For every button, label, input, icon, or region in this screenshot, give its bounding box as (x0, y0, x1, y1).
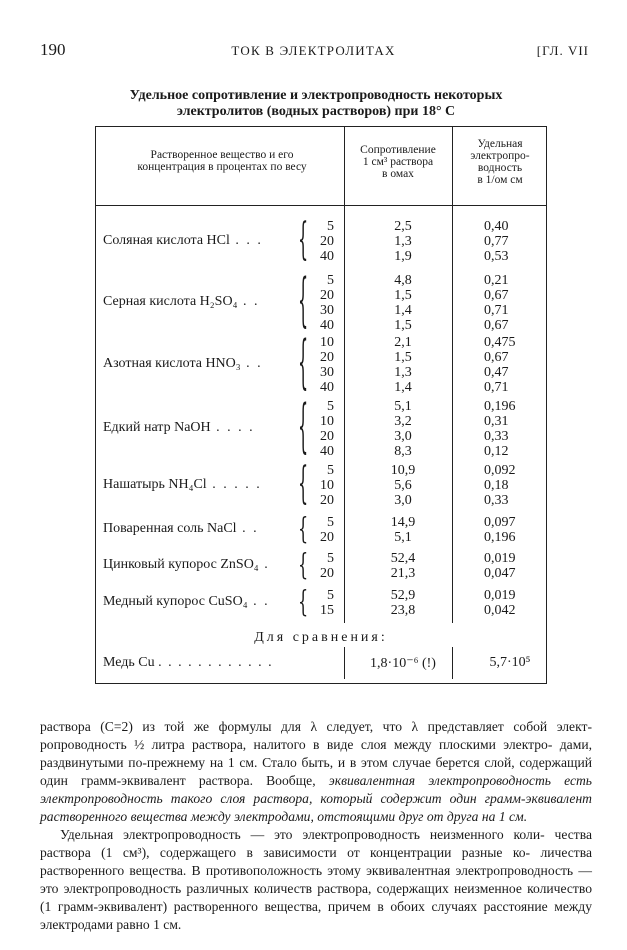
resistance-cells (358, 273, 448, 333)
resistance-cell: 5,1 (394, 530, 412, 545)
leader-dots: . . (247, 594, 270, 609)
table-row (96, 212, 546, 265)
comparison-label: Для сравнения: (254, 630, 388, 645)
concentration-cells (308, 463, 334, 508)
caption-line-2: электролитов (водных растворов) при 18° С (176, 104, 456, 119)
chapter-label: [ГЛ. VII (536, 43, 589, 58)
conductivity-cell: 0,33 (484, 429, 509, 444)
italic-definition-line: отстоящими друг от друга на 1 см. (317, 809, 528, 824)
substance-name: Цинковый купорос ZnSO₄ (103, 557, 259, 572)
resistance-cell: 2,1 (394, 335, 412, 350)
leader-dots: . . (236, 521, 259, 536)
substance-label (103, 420, 255, 436)
brace-icon: { (298, 390, 309, 461)
concentration-cell: 5 (327, 515, 334, 530)
text-line: слой, содержащий один грамм-эквивалент раствора. Вообще, (40, 755, 592, 788)
concentration-cells (308, 515, 334, 545)
substance-name: Серная кислота H₂SO₄ (103, 294, 238, 309)
resistance-cell: 1,4 (394, 380, 412, 395)
conductivity-cell: 0,67 (484, 318, 509, 333)
resistance-cell: 3,0 (394, 493, 412, 508)
concentration-cells (308, 273, 334, 333)
substance-name: Поваренная соль NaCl (103, 521, 237, 536)
text-line: электропроводность — это электропроводность различных количеств раствора, (40, 863, 592, 896)
resistance-cells (358, 399, 448, 459)
resistance-cell: 10,9 (390, 463, 416, 478)
text-line: причем в обоих случаях расстояние между электродами равно 1 см. (40, 899, 592, 932)
leader-dots: . . (237, 294, 260, 309)
concentration-cell: 5 (327, 219, 334, 234)
conductivity-cells (464, 399, 536, 459)
resistance-cells (358, 551, 448, 581)
caption-line-1: Удельное сопротивление и электропроводность некоторых (129, 88, 503, 103)
resistance-cell: 21,3 (390, 566, 416, 581)
table-row (96, 456, 546, 509)
conductivity-cell: 0,67 (484, 350, 509, 365)
substance-label (103, 356, 263, 372)
resistance-cell: 1,5 (394, 350, 412, 365)
resistance-cell: 2,5 (394, 219, 412, 234)
header-line: 1 см³ раствора (362, 156, 434, 168)
text-line: раствора (C=2) из той же формулы для λ следует, что λ представляет собой элект- (40, 719, 592, 734)
resistance-cell: 14,9 (390, 515, 416, 530)
concentration-cell: 40 (320, 380, 334, 395)
copper-conductivity: 5,7·10⁵ (489, 655, 531, 670)
substance-name: Азотная кислота HNO₃ (103, 356, 241, 371)
table-row (96, 510, 546, 546)
conductivity-cells (464, 515, 536, 545)
brace-icon: { (298, 510, 309, 546)
page-header (0, 40, 627, 62)
header-divider (96, 205, 546, 206)
text-line: ропроводность ½ литра раствора, налитого в виде слоя между плоскими электро- (40, 737, 560, 752)
text-line: личества растворенного вещества. В противоположность этому эквивалентная (40, 845, 592, 878)
copper-substance: Медь Cu (103, 655, 155, 670)
header-line: Сопротивление (360, 144, 436, 156)
brace-icon: { (298, 326, 309, 397)
copper-divider-2 (452, 647, 453, 679)
table-caption (96, 88, 536, 120)
data-table (95, 126, 547, 684)
column-header-resistance (346, 144, 450, 180)
italic-definition-line: содержит один грамм-эквивалент растворенного вещества между электродами, (40, 791, 592, 824)
leader-dots: . . (240, 356, 263, 371)
substance-name: Соляная кислота HCl (103, 232, 230, 248)
conductivity-cell: 0,475 (484, 335, 516, 350)
table-row (96, 546, 546, 582)
concentration-cell: 20 (320, 350, 334, 365)
table-row (96, 583, 546, 619)
substance-label (103, 594, 270, 610)
concentration-cell: 15 (320, 603, 334, 618)
header-line: Растворенное вещество и его (150, 149, 294, 161)
concentration-cell: 20 (320, 234, 334, 249)
resistance-cell: 1,9 (394, 249, 412, 264)
resistance-cell: 8,3 (394, 444, 412, 459)
concentration-cell: 5 (327, 551, 334, 566)
brace-icon: { (298, 212, 309, 265)
conductivity-cell: 0,47 (484, 365, 509, 380)
conductivity-cell: 0,71 (484, 380, 509, 395)
resistance-cell: 5,6 (394, 478, 412, 493)
conductivity-cell: 0,042 (484, 603, 516, 618)
conductivity-cell: 0,21 (484, 273, 509, 288)
conductivity-cells (464, 273, 536, 333)
conductivity-cell: 0,18 (484, 478, 509, 493)
substance-name: Нашатырь NH₄Cl (103, 476, 207, 492)
concentration-cell: 10 (320, 335, 334, 350)
resistance-cell: 1,4 (394, 303, 412, 318)
resistance-cells (358, 515, 448, 545)
resistance-cell: 3,0 (394, 429, 412, 444)
conductivity-cell: 0,33 (484, 493, 509, 508)
header-line: Удельная (477, 138, 523, 150)
brace-icon: { (298, 546, 309, 582)
concentration-cell: 20 (320, 493, 334, 508)
conductivity-cell: 0,196 (484, 399, 516, 414)
resistance-cells (358, 463, 448, 508)
brace-icon: { (298, 456, 309, 509)
resistance-cell: 1,5 (394, 288, 412, 303)
leader-dots: . . . . . (206, 476, 262, 492)
concentration-cell: 30 (320, 303, 334, 318)
conductivity-cell: 0,40 (484, 219, 509, 234)
resistance-cell: 1,3 (394, 365, 412, 380)
concentration-cells (308, 219, 334, 264)
concentration-cell: 10 (320, 414, 334, 429)
paragraph-1 (40, 718, 592, 826)
concentration-cell: 30 (320, 365, 334, 380)
copper-row-label (103, 655, 273, 671)
concentration-cells (308, 335, 334, 395)
concentration-cell: 10 (320, 478, 334, 493)
resistance-cell: 3,2 (394, 414, 412, 429)
conductivity-cell: 0,67 (484, 288, 509, 303)
conductivity-cell: 0,12 (484, 444, 509, 459)
conductivity-cell: 0,019 (484, 588, 516, 603)
text-line: дами, раздвинутыми по-прежнему на 1 см. Стало быть, и в этом случае берется (40, 737, 592, 770)
header-line: в омах (382, 168, 414, 180)
conductivity-cell: 0,047 (484, 566, 516, 581)
substance-label (103, 294, 259, 310)
concentration-cell: 40 (320, 318, 334, 333)
table-row (96, 326, 546, 397)
table-row (96, 390, 546, 461)
resistance-cell: 52,9 (390, 588, 416, 603)
concentration-cell: 5 (327, 399, 334, 414)
substance-label (103, 233, 263, 249)
substance-label (103, 557, 270, 573)
concentration-cell: 20 (320, 288, 334, 303)
conductivity-cells (464, 551, 536, 581)
table-row (96, 264, 546, 335)
concentration-cell: 5 (327, 463, 334, 478)
resistance-cell: 23,8 (390, 603, 416, 618)
conductivity-cells (464, 335, 536, 395)
italic-definition-line: электропроводность есть электропроводность такого слоя раствора, который (40, 773, 592, 806)
concentration-cells (308, 588, 334, 618)
concentration-cells (308, 551, 334, 581)
concentration-cell: 5 (327, 588, 334, 603)
brace-icon: { (298, 583, 309, 619)
leader-dots: . . . (229, 232, 263, 248)
page-number: 190 (40, 40, 66, 59)
conductivity-cell: 0,019 (484, 551, 516, 566)
conductivity-cell: 0,71 (484, 303, 509, 318)
text-line: чества раствора (1 см³), содержащего в зависимости от концентрации разные ко- (40, 827, 592, 860)
resistance-cell: 1,3 (394, 234, 412, 249)
brace-icon: { (298, 264, 309, 335)
header-line: в 1/ом см (477, 174, 523, 186)
resistance-cell: 52,4 (390, 551, 416, 566)
leader-dots: . . . . (210, 420, 255, 435)
conductivity-cell: 0,53 (484, 249, 509, 264)
resistance-cells (358, 335, 448, 395)
conductivity-cell: 0,097 (484, 515, 516, 530)
header-line: водность (477, 162, 523, 174)
concentration-cell: 20 (320, 530, 334, 545)
concentration-cell: 40 (320, 444, 334, 459)
resistance-cell: 1,5 (394, 318, 412, 333)
conductivity-cells (464, 588, 536, 618)
conductivity-cell: 0,77 (484, 234, 509, 249)
body-text (40, 718, 592, 934)
header-line: электропро- (470, 150, 530, 162)
text-line: содержащих неизменное количество (1 грамм-эквивалент) растворенного вещества, (40, 881, 592, 914)
running-title: ТОК В ЭЛЕКТРОЛИТАХ (231, 43, 396, 58)
concentration-cells (308, 399, 334, 459)
copper-resistance: 1,8·10⁻⁶ (!) (370, 656, 436, 671)
leader-dots: . (258, 557, 270, 572)
paragraph-2 (40, 826, 592, 934)
concentration-cell: 40 (320, 249, 334, 264)
resistance-cells (358, 588, 448, 618)
header-line: концентрация в процентах по весу (137, 161, 307, 173)
conductivity-cells (464, 219, 536, 264)
conductivity-cell: 0,196 (484, 530, 516, 545)
column-header-substance (106, 149, 338, 173)
substance-name: Медный купорос CuSO₄ (103, 594, 248, 609)
resistance-cell: 4,8 (394, 273, 412, 288)
concentration-cell: 20 (320, 429, 334, 444)
conductivity-cell: 0,092 (484, 463, 516, 478)
italic-text: эквивалентная (315, 773, 429, 788)
column-header-conductivity (454, 138, 546, 186)
concentration-cell: 5 (327, 273, 334, 288)
substance-label (103, 477, 262, 493)
copper-divider-1 (344, 647, 345, 679)
substance-name: Едкий натр NaOH (103, 420, 211, 435)
text-line: Удельная электропроводность — это электропроводность неизменного коли- (60, 827, 555, 842)
substance-label (103, 521, 259, 537)
resistance-cells (358, 219, 448, 264)
concentration-cell: 20 (320, 566, 334, 581)
conductivity-cells (464, 463, 536, 508)
copper-dots: . . . . . . . . . . . . (158, 655, 274, 670)
resistance-cell: 5,1 (394, 399, 412, 414)
conductivity-cell: 0,31 (484, 414, 509, 429)
